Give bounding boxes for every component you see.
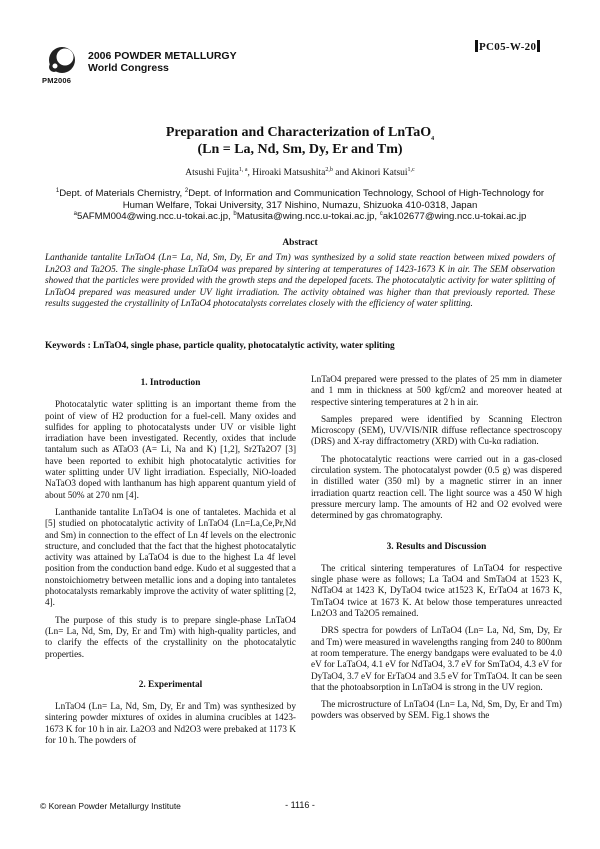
paper-title <box>0 124 600 158</box>
footer-copyright: © Korean Powder Metallurgy Institute <box>40 801 181 811</box>
experimental-paragraph-1: LnTaO4 (Ln= La, Nd, Sm, Dy, Er and Tm) was synthesized by sintering powder mixtures of oxides in alumina crucibles at 1423-1673 K for 10 h in air. La2O3 and Nd2O3 were prebaked at 1173 K for 10 h. The powders of <box>45 701 296 746</box>
affil-sup-2: 2 <box>184 187 189 194</box>
author-3: Akinori Katsui <box>350 168 408 178</box>
title-line2: (Ln = La, Nd, Sm, Dy, Er and Tm) <box>197 142 403 157</box>
email-b[interactable]: Matusita@wing.ncc.u-tokai.ac.jp, <box>236 211 380 222</box>
affil-sup-1: 1 <box>55 187 60 194</box>
email-sup-a: a <box>73 210 77 217</box>
experimental-paragraph-3: Samples prepared were identified by Scanning Electron Microscopy (SEM), UV/VIS/NIR diffuse reflectance spectroscopy (DRS) and X-ray diffractometry (XRD) with Cu-kα radiation. <box>311 413 562 447</box>
author-2-sup: 2,b <box>325 166 333 173</box>
affil-part-1: Dept. of Materials Chemistry, <box>59 188 185 199</box>
intro-paragraph-2: Lanthanide tantalite LnTaO4 is one of tantaletes. Machida et al [5] studied on photocatalytic activity of LnTaO4 (Ln=La,Ce,Pr,Nd and Sm) in connection to the effect of Ln 4f levels on the electronic structure, and concluded that the fact that the highest photocatalytic activity was attained by LaTaO4 is due to the highest La 4f level position from the conduction band edge. Kudo et al suggested that a nonstoichiometry between metallic ions and a doping into tantaletes photocatalysts remarkably improve the activity of water splitting [2, 4]. <box>45 506 296 608</box>
author-sep-1: , <box>247 168 253 178</box>
email-sup-c: c <box>379 210 383 217</box>
conference-line1: 2006 POWDER METALLURGY <box>88 50 237 62</box>
logo-label: PM2006 <box>42 76 72 85</box>
author-sep-2: and <box>332 168 351 178</box>
paper-id-badge <box>474 40 541 53</box>
results-paragraph-3: The microstructure of LnTaO4 (Ln= La, Nd, Sm, Dy, Er and Tm) powders was observed by SEM. Fig.1 shows the <box>311 699 562 721</box>
conference-name <box>88 50 237 74</box>
title-line1-sub: 4 <box>431 135 435 142</box>
email-a[interactable]: 5AFMM004@wing.ncc.u-tokai.ac.jp, <box>76 211 234 222</box>
email-c[interactable]: ak102677@wing.ncc.u-tokai.ac.jp <box>382 211 527 222</box>
bar-right-icon <box>537 40 540 52</box>
affiliation <box>40 188 560 223</box>
author-1-sup: 1, a <box>238 166 248 173</box>
email-sup-b: b <box>233 210 237 217</box>
bar-left-icon <box>475 40 478 52</box>
results-paragraph-1: The critical sintering temperatures of LnTaO4 for respective single phase were as follows; La TaO4 and SmTaO4 at 1523 K, NdTaO4 at 1423 K, DyTaO4 twice at1523 K, ErTaO4 at 1673 K, TmTaO4 twice at 1673 K. At below those temperatures unreacted Ln2O3 and Ta2O5 remained. <box>311 562 562 619</box>
author-2: Hiroaki Matsushita <box>252 168 326 178</box>
experimental-paragraph-4: The photocatalytic reactions were carried out in a gas-closed circulation system. The photocatalyst powder (0.5 g) was dispered in distilled water (350 ml) by a magnetic stirrer in an inner irradiation quartz reaction cell. The light source was a 450 W high pressure mercury lamp. The amounts of H2 and O2 evolved were determined by gas chromatography. <box>311 453 562 521</box>
conference-line2: World Congress <box>88 62 169 74</box>
author-1: Atsushi Fujita <box>185 168 239 178</box>
experimental-paragraph-2: LnTaO4 prepared were pressed to the plates of 25 mm in diameter and 1 mm in thickness at 500 kgf/cm2 and moreover heated at respective sintering temperatures at 2 h in air. <box>311 374 562 407</box>
author-list <box>0 168 600 178</box>
page-number: - 1116 - <box>285 800 315 810</box>
email-line <box>40 211 560 223</box>
section-heading-introduction: 1. Introduction <box>140 378 201 388</box>
affil-part-2: Dept. of Information and Communication Technology, School of High-Technology for Human Welfare, Tokai University, 317 Nishino, Numazu, Shizuoka 410-0318, Japan <box>122 188 545 211</box>
author-3-sup: 1,c <box>407 166 415 173</box>
left-column <box>45 374 296 752</box>
right-column <box>311 374 562 728</box>
keywords: Keywords : LnTaO4, single phase, particle quality, photocatalytic activity, water spliting <box>45 341 395 351</box>
abstract-heading: Abstract <box>282 238 318 248</box>
title-line1: Preparation and Characterization of LnTaO <box>165 125 432 140</box>
section-heading-results: 3. Results and Discussion <box>386 541 487 552</box>
intro-paragraph-3: The purpose of this study is to prepare single-phase LnTaO4 (Ln= La, Nd, Sm, Dy, Er and Tm) with high-quality particles, and to clarify the effects of the crystallinity on the photocatalytic properties. <box>45 614 296 659</box>
paper-id: PC05-W-20 <box>479 41 537 53</box>
abstract-text: Lanthanide tantalite LnTaO4 (Ln= La, Nd, Sm, Dy, Er and Tm) was synthesized by a solid state reaction between mixed powders of Ln2O3 and Ta2O5. The single-phase LnTaO4 was prepared by sintering at temperatures of 1423-1673 K in air. The SEM observation showed that the particles were provided with the growth steps and the depeloped facets. The photocatalytic activity for water splitting of LnTaO4 prepared was measured under UV light irradiation. The activity obtained was higher than that previously reported. These results suggested the crystallinity of LnTaO4 photocatalysts correlates closely with the efficiency of water splitting. <box>45 253 555 309</box>
section-heading-experimental: 2. Experimental <box>138 679 203 690</box>
intro-paragraph-1: Photocatalytic water splitting is an important theme from the point of view of H2 production for a fuel-cell. Many oxides and sulfides for appling to photocatalysts under UV or visible light irradiation have been investigated. Recently, oxides that include tantalum such as ATaO3 (A= Li, Na and K) [1,2], Sr2Ta2O7 [3] have been reported to exhibit high photocatalytic activities for water splitting under UV light irradiation. Especially, NiO-loaded NaTaO3 doped with lanthanum has high apparent quantum yield of about 50% at 270 nm [4]. <box>45 399 296 500</box>
results-paragraph-2: DRS spectra for powders of LnTaO4 (Ln= La, Nd, Sm, Dy, Er and Tm) were measured in wavelengths ranging from 240 to 800nm at room temperature. The energy bandgaps were evaluated to be 4.0 eV for LaTaO4, 4.1 eV for NdTaO4, 3.7 eV for SmTaO4, 4.3 eV for DyTaO4, 3.7 eV for ErTaO4 and 3.5 eV for TmTaO4. It can be seen that the photoabsorption in LnTaO4 is strong in the UV region. <box>311 625 562 692</box>
